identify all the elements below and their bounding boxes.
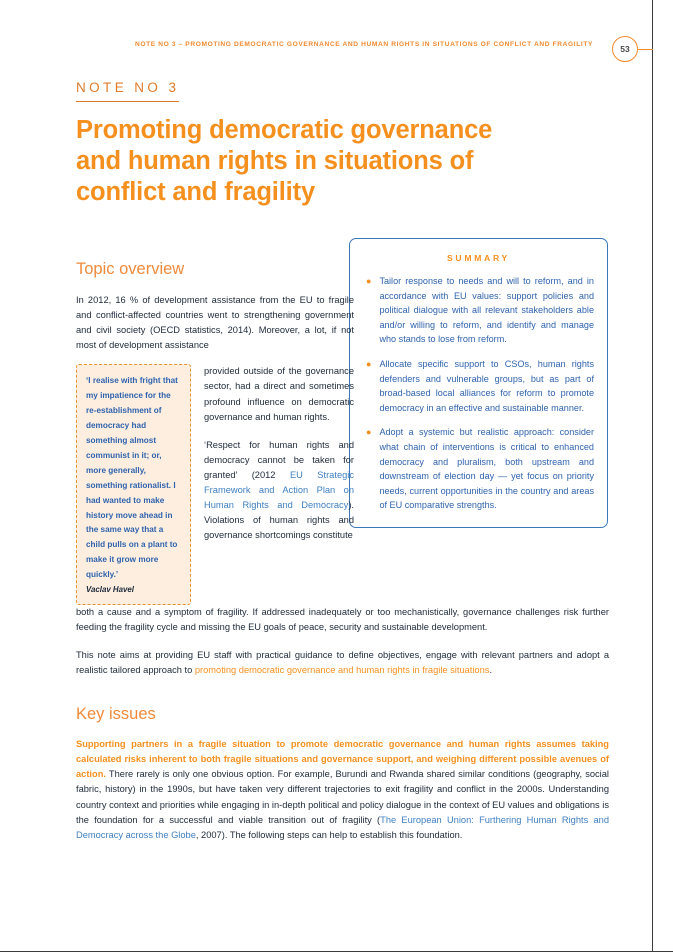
key-issues-body-b: , 2007). The following steps can help to establish this foundation. — [195, 829, 463, 840]
quote-text-after-link: ). Violations of human rights and governance shortcomings constitute — [204, 500, 354, 541]
intro-float-wrap — [76, 364, 354, 595]
note-label: NOTE NO 3 — [76, 81, 179, 102]
key-issues-body-a: There rarely is only one obvious option. For example, Burundi and Rwanda shared similar conditions (geography, social fabric, history) in the 1990s, but have taken very different trajectories to exit fragility and conflict in the 2000s. Understanding country context and priorities while engaging in in-depth political and policy dialogue in the context of EU values and obligations is the foundation for a successful and viable transition out of fragility ( — [76, 769, 609, 825]
intro-lead-paragraph: In 2012, 16 % of development assistance from the EU to fragile and conflict-affected countries went to strengthening government and civil society (OECD statistics, 2014). Moreover, a lot, if not most of development assistance — [76, 294, 354, 351]
page-title: Promoting democratic governance and human rights in situations of conflict and fragility — [76, 115, 493, 207]
bullet-icon: ● — [366, 276, 372, 286]
note-aims-paragraph — [76, 648, 609, 678]
reference-link-eu-globe[interactable]: The European Union: Furthering Human Rights and Democracy across the Globe — [76, 814, 609, 840]
running-header-text: NOTE NO 3 – PROMOTING DEMOCRATIC GOVERNANCE AND HUMAN RIGHTS IN SITUATIONS OF CONFLICT AND FRAGILITY — [135, 41, 593, 48]
page-number-rule — [636, 49, 653, 50]
key-issues-heading: Key issues — [76, 705, 156, 724]
after-boxes — [76, 605, 609, 843]
key-issues-accent-lead: Supporting partners in a fragile situation to promote democratic governance and human rights assumes taking calculated risks inherent to both fragile situations and governance support, and weighing different possible avenues of action. — [76, 739, 609, 780]
bullet-icon: ● — [366, 358, 372, 369]
key-issues-paragraph-1 — [76, 737, 609, 843]
summary-item-text: Tailor response to needs and will to reform, and in accordance with EU values: support policies and political dialogue with all relevant stakeholders able and/or willing to reform, and identify and manage who stands to lose from reform. — [379, 276, 594, 345]
quote-text: ‘I realise with fright that my impatience for the re-establishment of democracy had something almost communist in it; or, more generally, something rationalist. I had wanted to make history move ahead in the same way that a child pulls on a plant to make it grow more quickly.’ — [86, 376, 178, 580]
note-aims-text-before: This note aims at providing EU staff with practical guidance to define objectives, engage with relevant partners and adopt a realistic tailored approach to — [76, 650, 609, 676]
summary-title: SUMMARY — [447, 253, 510, 263]
quote-text-before-link: ‘Respect for human rights and democracy cannot be taken for granted’ (2012 — [204, 439, 354, 480]
page-number-badge: 53 — [612, 36, 638, 62]
note-aims-accent-phrase: promoting democratic governance and human rights in fragile situations — [194, 665, 490, 676]
bullet-icon: ● — [366, 427, 372, 438]
quote-box — [76, 364, 191, 605]
fragility-continuation-paragraph: both a cause and a symptom of fragility. If addressed inadequately or too mechanistically, governance challenges risk further feeding the fragility cycle and missing the EU goals of peace, security and sustainable development. — [76, 607, 609, 633]
topic-overview-heading: Topic overview — [76, 260, 185, 279]
reference-link-eu-framework[interactable]: EU Strategic Framework and Action Plan on Human Rights and Democracy — [204, 469, 354, 511]
content-area — [76, 0, 609, 843]
summary-item-text: Adopt a systemic but realistic approach: consider what chain of interventions is critical to enhanced democracy and pluralism, both upstream and downstream of election day — yet focus on priority needs, current opportunities in the country and areas of EU comparative strengths. — [379, 427, 594, 511]
quote-attribution: Vaclav Havel — [86, 585, 134, 595]
summary-item-text: Allocate specific support to CSOs, human rights defenders and vulnerable groups, but as part of broad-based local alliances for reform to promote democracy in an effective and sustainable manner. — [379, 358, 594, 413]
note-aims-text-after: . — [489, 665, 493, 676]
intro-zone — [76, 293, 354, 595]
intro-column-paragraph-1: provided outside of the governance sector, had a direct and sometimes profound influence on democratic governance and human rights. — [204, 366, 354, 422]
page-right-border — [652, 0, 653, 952]
